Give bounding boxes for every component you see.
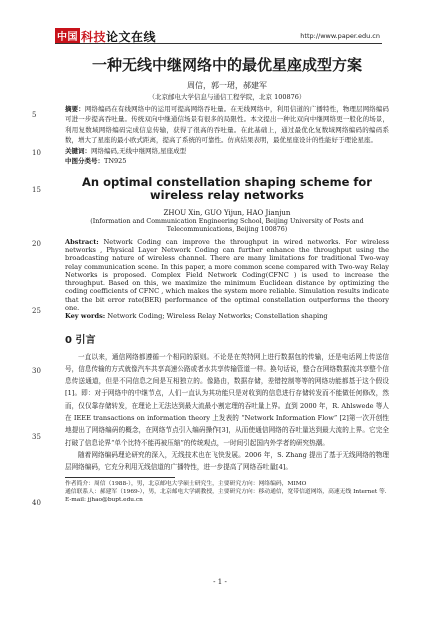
clc-label: 中图分类号： bbox=[65, 156, 104, 165]
footnote-rule bbox=[65, 477, 175, 478]
authors-en: ZHOU Xin, GUO Yijun, HAO Jianjun bbox=[163, 208, 291, 217]
abstract-label-cn: 摘要： bbox=[65, 105, 85, 113]
affiliation-en: (Information and Communication Engineering School, Beijing University of Posts and Telecommunications, Beijing 100876) bbox=[90, 217, 364, 234]
site-url[interactable]: http://www.paper.edu.cn bbox=[300, 32, 380, 40]
line-number: 30 bbox=[32, 367, 41, 375]
line-number: 15 bbox=[32, 186, 41, 194]
line-number: 20 bbox=[32, 240, 41, 248]
paper-title-cn: 一种无线中继网络中的最优星座成型方案 bbox=[91, 56, 362, 74]
abstract-text-cn: 网络编码在有线网络中的运用可提高网络吞吐量。在无线网络中，利用信道的广播特性，物理层网络编码可进一步提高吞吐量。传统双向中继通信场景有很多的局限性。本文提出一种比双向中继网络更一般化的场景，利用复数域网络编码完成信息传输，获得了很高的吞吐量。在此基础上，通过最优化复数域网络编码的编码系数，增大了星座的最小欧式距离，提高了系统的可靠性。仿真结果表明，最优星座设计的性能好于理论星座。 bbox=[65, 105, 389, 145]
page-number: - 1 - bbox=[213, 578, 227, 586]
line-numbers bbox=[0, 0, 40, 620]
line-number: 10 bbox=[32, 149, 41, 157]
abstract-cn bbox=[65, 104, 389, 146]
authors-cn: 周信，郭一珺，郝建军 bbox=[187, 81, 267, 90]
paper-body bbox=[65, 54, 389, 505]
keywords-en bbox=[65, 312, 389, 320]
footnote-contact: 通信联系人：郝建军（1969-），男，北京邮电大学副教授，主要研究方向：移动通信，宽带信道网络，高速无线 Internet 等. E-mail: jjhao@bupt.edu.cn bbox=[65, 488, 387, 504]
keywords-text-en: Network Coding; Wireless Relay Networks; Constellation shaping bbox=[107, 312, 328, 321]
keywords-cn bbox=[65, 146, 389, 156]
page-header bbox=[0, 0, 440, 44]
logo-mark: 中国 bbox=[55, 28, 80, 43]
intro-paragraph-2: 随着网络编码理论研究的深入，无线技术也在飞快发展。2006 年，S. Zhang 提出了基于无线网络的物理层网络编码，它充分利用无线信道的广播特性，进一步提高了网络吞吐量[4]。 bbox=[65, 450, 389, 472]
footnote-author: 作者简介：周信（1988-），男，北京邮电大学硕士研究生，主要研究方向：网络编码，MIMO bbox=[65, 480, 307, 487]
section-heading: 0 引言 bbox=[65, 334, 96, 346]
header-rule bbox=[55, 43, 382, 44]
clc-text: TN925 bbox=[104, 156, 127, 165]
line-number: 5 bbox=[32, 111, 37, 119]
keywords-label-en: Key words: bbox=[65, 312, 106, 321]
affiliation-cn: （北京邮电大学信息与通信工程学院，北京 100876） bbox=[148, 93, 306, 101]
logo-text-black: 论文在线 bbox=[106, 30, 157, 44]
paper-title-en: An optimal constellation shaping scheme for wireless relay networks bbox=[82, 174, 372, 202]
intro-paragraph-1: 一直以来，通信网络都遵循一个相同的原则。不论是在英特网上进行数据包的传输，还是电话网上传送信号，信息传输的方式就像汽车共享高速公路或者水共享传输管道一样。换句话说，整合在网络数据流共享整个信息传送通道，但是不同信息之间是互相独立的。像路由，数据存储，差错控制等等的网络功能都基于这个假设[1]。即：对于网络中的中继节点，人们一直认为其功能只是对收到的信息进行存储转发而不能做任何修改，然而，仅仅靠存储转发，在理论上无法达到最大流最小割定理的吞吐量上界。直到 2000 年，R. Ahlswede 等人在 IEEE transactions on information theory 上发表的 “Network Information Flow” [2]第一次开创性地提出了网络编码的概念，在网络节点引入编码操作[3]，从而使通信网络的吞吐量达到最大流的上界。它完全打破了信息论界“单个比特不能再被压缩”的传统观点，一时间引起国内外学者的研究热潮。 bbox=[65, 352, 389, 447]
abstract-label-en: Abstract: bbox=[65, 237, 99, 246]
line-number: 25 bbox=[32, 307, 41, 315]
line-number: 40 bbox=[32, 499, 41, 507]
clc-number bbox=[65, 156, 389, 166]
abstract-en bbox=[65, 238, 389, 313]
logo-text-red: 科技 bbox=[81, 30, 107, 44]
keywords-label-cn: 关键词： bbox=[65, 146, 91, 155]
line-number: 35 bbox=[32, 433, 41, 441]
abstract-text-en: Network Coding can improve the throughput in wired networks. For wireless networks , Physical Layer Network Coding can further enhance the throughput using the broadcasting nature of wireless channel. There are many limitations for traditional Two-way relay communication scene. In this paper, a more common scene compared with Two-way Relay Networks is proposed. Complex Field Network Coding(CFNC ) is used to increase the throughput. Based on this, we maximize the minimum Euclidean distance by optimizing the coding coefficients of CFNC , which makes the system more reliable. Simulation results indicate that the bit error rate(BER) performance of the optimal constellation outperforms the theory one. bbox=[65, 237, 389, 312]
keywords-text-cn: 网络编码,无线中继网络,星座成型 bbox=[91, 146, 187, 155]
